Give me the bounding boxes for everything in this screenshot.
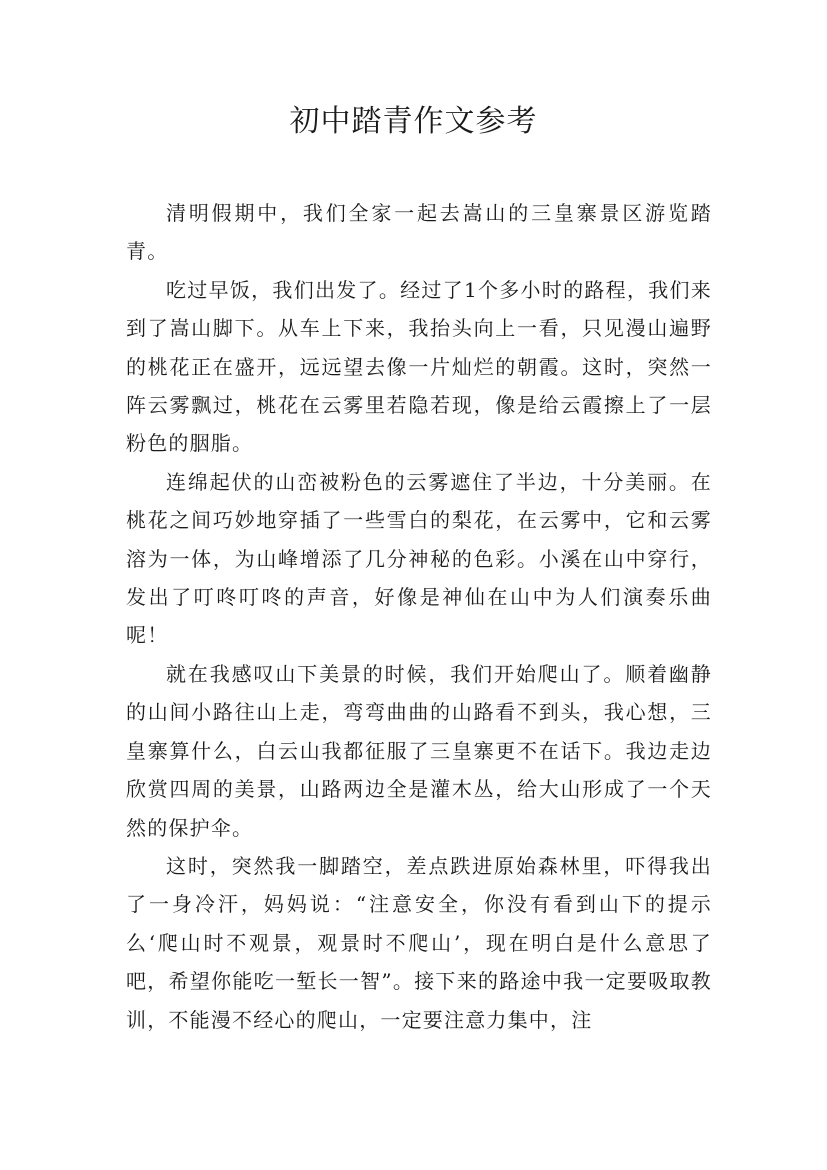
document-title: 初中踏青作文参考 xyxy=(289,104,538,139)
paragraph: 就在我感叹山下美景的时候，我们开始爬山了。顺着幽静的山间小路往山上走，弯弯曲曲的山路看不到头，我心想，三皇寨算什么，白云山我都征服了三皇寨更不在话下。我边走边欣赏四周的美景，山路两边全是灌木丛，给大山形成了一个天然的保护伞。 xyxy=(126,661,712,840)
paragraph: 连绵起伏的山峦被粉色的云雾遮住了半边，十分美丽。在桃花之间巧妙地穿插了一些雪白的梨花，在云雾中，它和云雾溶为一体，为山峰增添了几分神秘的色彩。小溪在山中穿行，发出了叮咚叮咚的声音，好像是神仙在山中为人们演奏乐曲呢！ xyxy=(126,469,712,648)
paragraph: 吃过早饭，我们出发了。经过了1个多小时的路程，我们来到了嵩山脚下。从车上下来，我抬头向上一看，只见漫山遍野的桃花正在盛开，远远望去像一片灿烂的朝霞。这时，突然一阵云雾飘过，桃花在云雾里若隐若现，像是给云霞擦上了一层粉色的胭脂。 xyxy=(126,277,712,456)
paragraph: 清明假期中，我们全家一起去嵩山的三皇寨景区游览踏青。 xyxy=(126,201,712,264)
paragraph: 这时，突然我一脚踏空，差点跌进原始森林里，吓得我出了一身冷汗，妈妈说：“注意安全，你没有看到山下的提示么‘爬山时不观景，观景时不爬山’，现在明白是什么意思了吧，希望你能吃一堑长一智”。接下来的路途中我一定要吸取教训，不能漫不经心的爬山，一定要注意力集中，注 xyxy=(126,853,712,1032)
document-body xyxy=(126,194,712,1039)
